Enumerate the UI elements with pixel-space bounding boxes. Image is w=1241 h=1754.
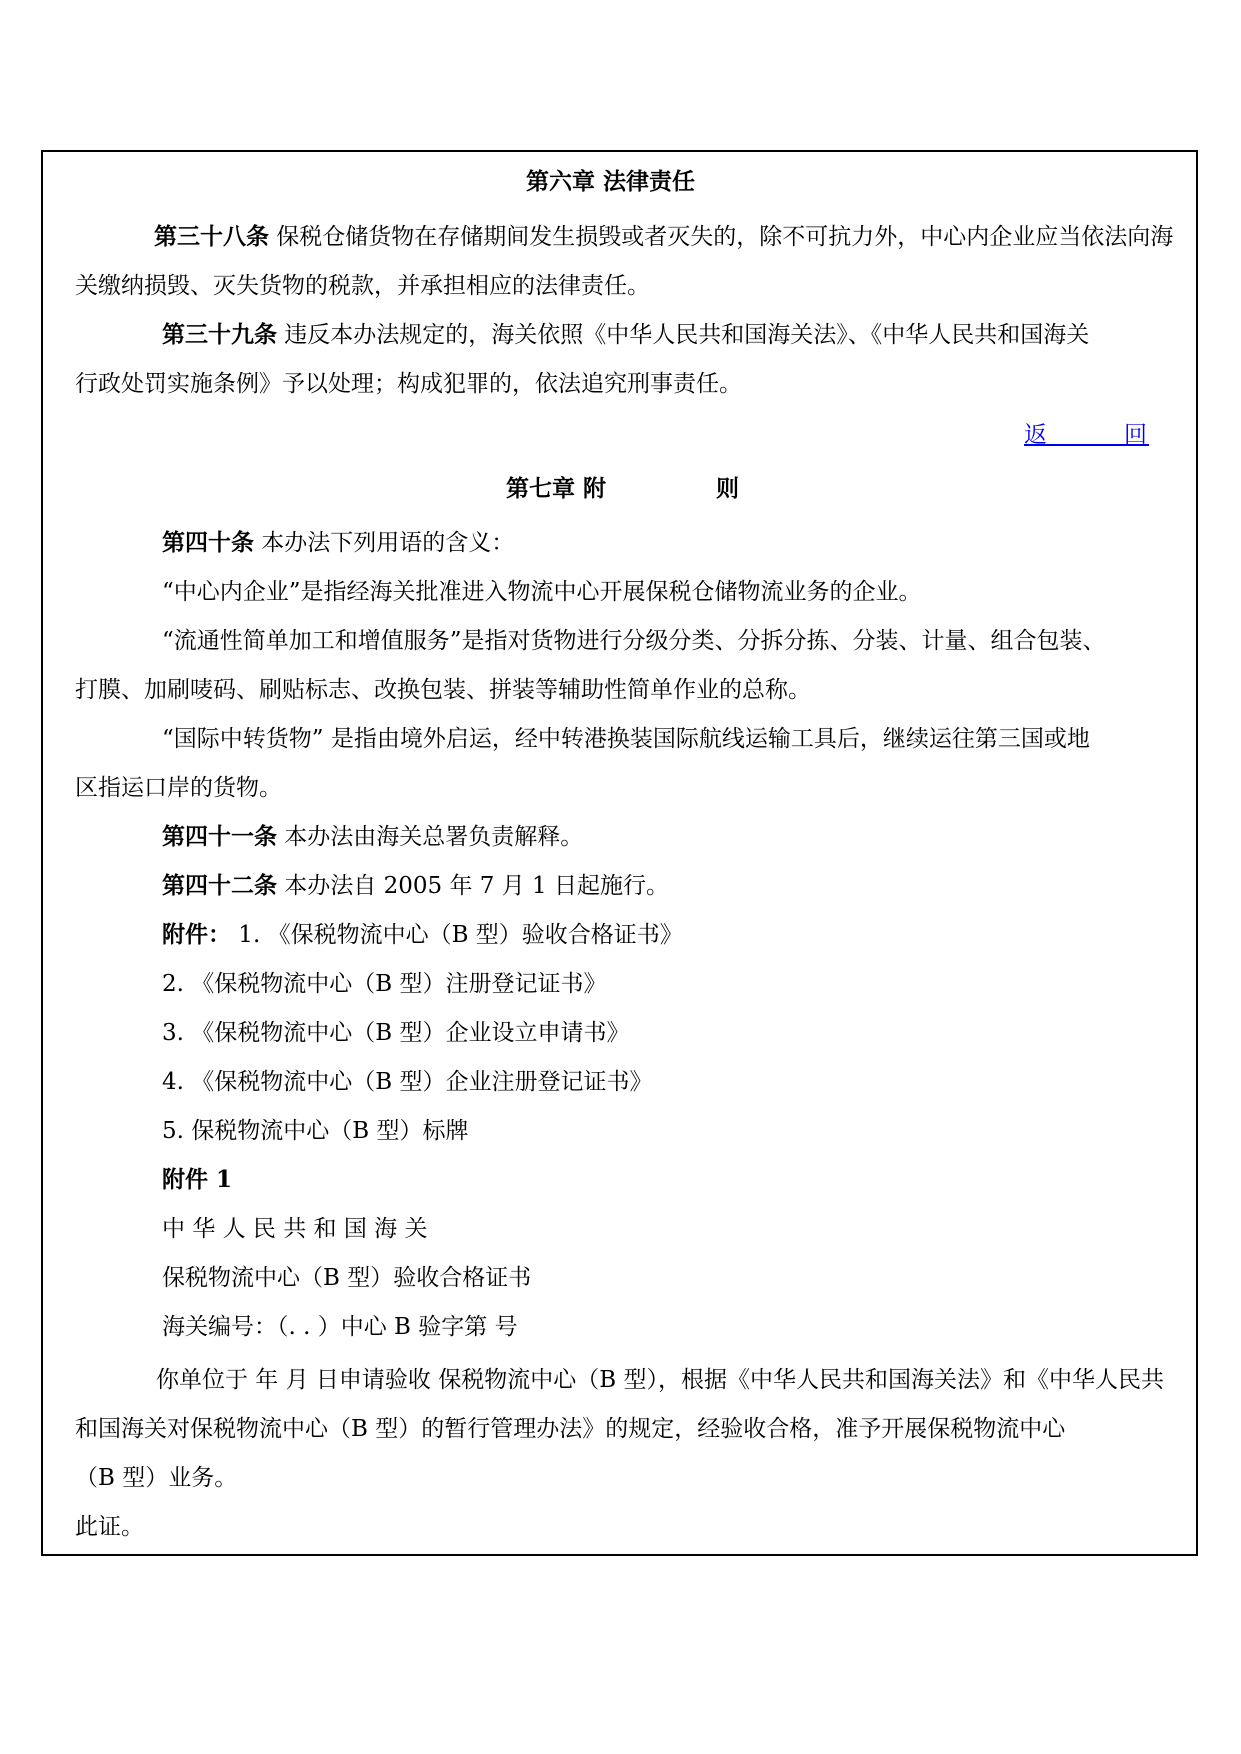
document-frame xyxy=(41,150,1198,1556)
article-39-line2: 行政处罚实施条例》予以处理；构成犯罪的，依法追究刑事责任。 xyxy=(75,371,742,397)
return-link-text[interactable]: 返 回 xyxy=(1024,422,1149,448)
annex-1-body-line3: （B 型）业务。 xyxy=(75,1465,238,1491)
article-39-label: 第三十九条 xyxy=(162,321,277,348)
definition-2-line2: 打膜、加刷唛码、刷贴标志、改换包装、拼装等辅助性简单作业的总称。 xyxy=(75,677,811,703)
article-41-label: 第四十一条 xyxy=(162,823,277,850)
article-42-label: 第四十二条 xyxy=(162,872,277,899)
article-42-text: 本办法自 2005 年 7 月 1 日起施行。 xyxy=(277,873,669,899)
annex-1-body-line2: 和国海关对保税物流中心（B 型）的暂行管理办法》的规定，经验收合格，准予开展保税物流中心 xyxy=(75,1416,1066,1442)
article-38-line2: 关缴纳损毁、灭失货物的税款，并承担相应的法律责任。 xyxy=(75,273,650,299)
attachments-line1 xyxy=(162,920,683,950)
definition-1: “中心内企业”是指经海关批准进入物流中心开展保税仓储物流业务的企业。 xyxy=(162,579,922,605)
attachment-5: 5. 保税物流中心（B 型）标牌 xyxy=(162,1118,469,1144)
definition-3-line1: “国际中转货物” 是指由境外启运，经中转港换装国际航线运输工具后，继续运往第三国或地 xyxy=(162,726,1090,752)
article-40-text: 本办法下列用语的含义： xyxy=(254,530,515,556)
annex-1-body-line1: 你单位于 年 月 日申请验收 保税物流中心（B 型），根据《中华人民共和国海关法》和《中华人民共 xyxy=(156,1367,1164,1393)
chapter7-title xyxy=(506,474,739,504)
article-41-text: 本办法由海关总署负责解释。 xyxy=(277,824,584,850)
attachment-1: 1. 《保税物流中心（B 型）验收合格证书》 xyxy=(231,922,683,948)
annex-1-org: 中 华 人 民 共 和 国 海 关 xyxy=(162,1216,428,1242)
chapter7-title-part1: 第七章 附 xyxy=(506,475,607,502)
attachment-2: 2. 《保税物流中心（B 型）注册登记证书》 xyxy=(162,971,607,997)
return-link[interactable] xyxy=(1024,420,1149,450)
article-39-line1 xyxy=(162,320,1089,350)
annex-1-cert-title: 保税物流中心（B 型）验收合格证书 xyxy=(162,1265,532,1291)
article-40-label: 第四十条 xyxy=(162,529,254,556)
chapter6-title: 第六章 法律责任 xyxy=(526,168,696,195)
article-38-line1 xyxy=(154,222,1173,252)
attachment-3: 3. 《保税物流中心（B 型）企业设立申请书》 xyxy=(162,1020,630,1046)
article-40 xyxy=(162,528,514,558)
chapter7-title-part2: 则 xyxy=(716,475,740,502)
annex-1-heading: 附件 1 xyxy=(162,1166,233,1193)
article-42 xyxy=(162,871,669,901)
article-38-label: 第三十八条 xyxy=(154,223,269,250)
annex-1-closing: 此证。 xyxy=(75,1514,144,1540)
article-39-text-1: 违反本办法规定的，海关依照《中华人民共和国海关法》、《中华人民共和国海关 xyxy=(277,322,1090,348)
annex-1-customs-no: 海关编号：（. . ）中心 B 验字第 号 xyxy=(162,1314,518,1340)
attachments-label: 附件： xyxy=(162,921,231,948)
article-41 xyxy=(162,822,583,852)
article-38-text-1: 保税仓储货物在存储期间发生损毁或者灭失的，除不可抗力外，中心内企业应当依法向海 xyxy=(269,224,1174,250)
definition-3-line2: 区指运口岸的货物。 xyxy=(75,775,282,801)
attachment-4: 4. 《保税物流中心（B 型）企业注册登记证书》 xyxy=(162,1069,653,1095)
definition-2-line1: “流通性简单加工和增值服务”是指对货物进行分级分类、分拆分拣、分装、计量、组合包装、 xyxy=(162,628,1106,654)
